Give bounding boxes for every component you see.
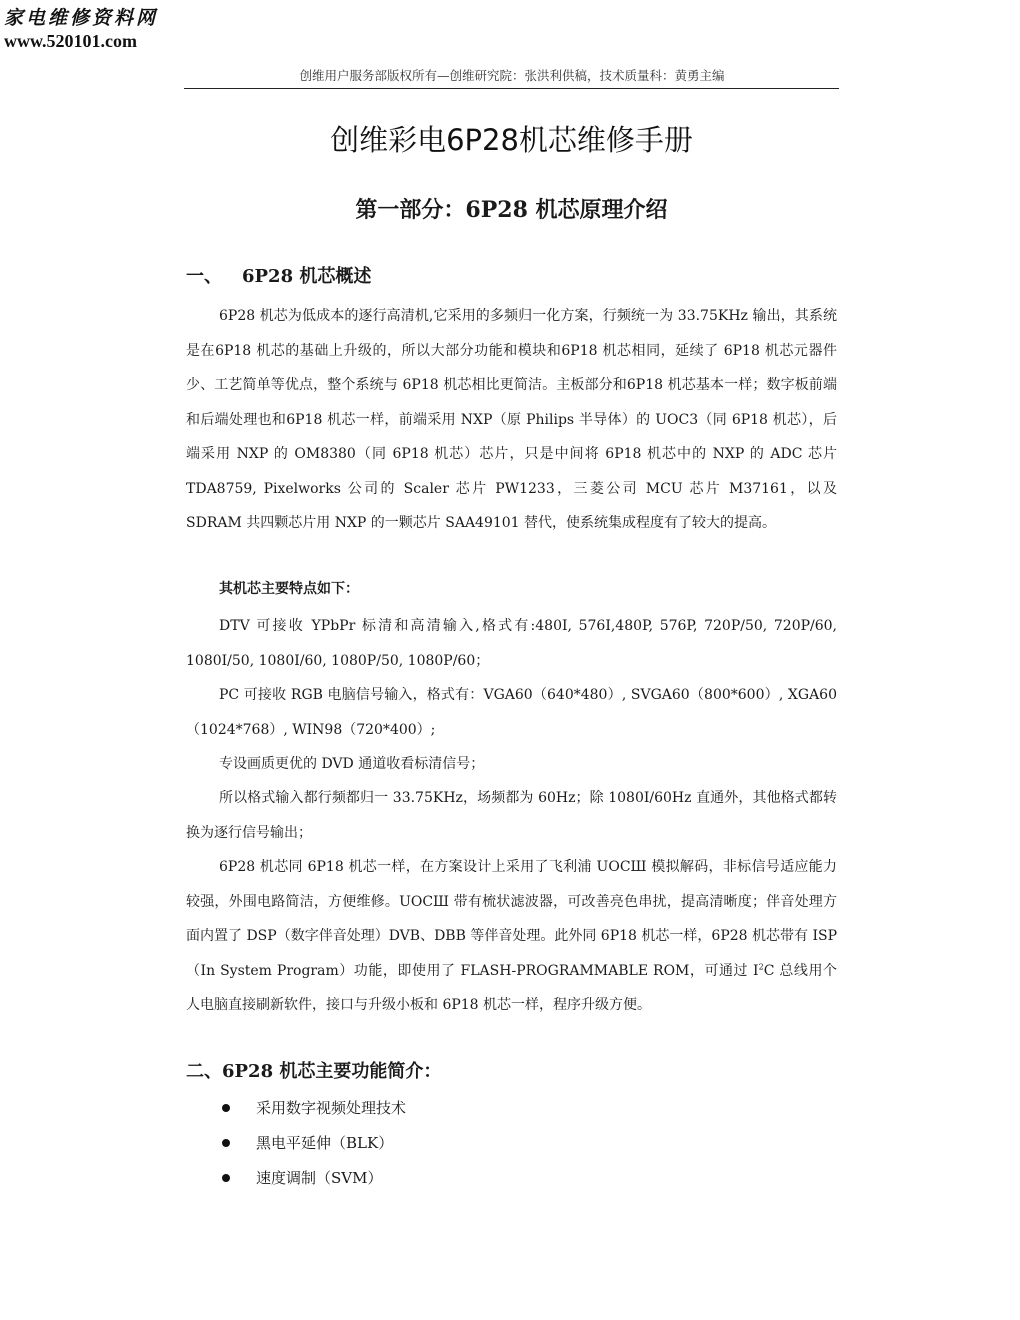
function-list — [218, 1095, 406, 1200]
feature-dtv: DTV 可接收 YPbPr 标清和高清输入,格式有:480I, 576I,480P, 576P, 720P/50, 720P/60, 1080I/50, 1080I/60, 1080P/50, 1080P/60； — [186, 618, 837, 669]
running-header: 创维用户服务部版权所有—创维研究院：张洪利供稿，技术质量科：黄勇主编 — [299, 68, 725, 83]
feature-dvd: 专设画质更优的 DVD 通道收看标清信号； — [219, 756, 485, 772]
section-2-number: 二、 — [186, 1061, 222, 1082]
feature-line-frequency: 所以格式输入都行频都归一 33.75KHz，场频都为 60Hz；除 1080I/60Hz 直通外，其他格式都转换为逐行信号输出； — [186, 790, 837, 841]
section-1-title: 6P28 机芯概述 — [242, 266, 372, 287]
header-rule — [184, 88, 839, 89]
list-item-label: 黑电平延伸（BLK） — [256, 1134, 394, 1152]
section-2-heading — [186, 1059, 441, 1085]
bullet-dot-icon — [222, 1139, 230, 1147]
features-heading: 其机芯主要特点如下： — [219, 581, 359, 597]
site-watermark — [4, 6, 158, 52]
closing-text-b: C 总线用个人电脑直接刷新软件，接口与升级小板和 6P18 机芯一样，程序升级方便。 — [186, 962, 837, 1013]
list-item-label: 速度调制（SVM） — [256, 1169, 383, 1187]
list-item — [218, 1165, 406, 1200]
document-title: 创维彩电6P28机芯维修手册 — [330, 123, 693, 157]
watermark-url: www.520101.com — [4, 31, 137, 51]
closing-paragraph — [186, 850, 837, 1023]
section-1-number: 一、 — [186, 266, 222, 287]
closing-superscript: 2 — [758, 961, 764, 971]
closing-text-a: 6P28 机芯同 6P18 机芯一样，在方案设计上采用了飞利浦 UOCШ 模拟解码，非标信号适应能力较强，外围电路简洁，方便维修。UOCШ 带有梳状滤波器，可改善亮色串扰，提高清晰度；伴音处理方面内置了 DSP（数字伴音处理）DVB、DBB 等伴音处理。此外同 6P18 机芯一样，6P28 机芯带有 ISP（In System Program）功能，即使用了 FLASH-PROGRAMMABLE ROM，可通过 I — [186, 859, 837, 979]
bullet-dot-icon — [222, 1104, 230, 1112]
list-item — [218, 1130, 406, 1165]
feature-pc: PC 可接收 RGB 电脑信号输入，格式有：VGA60（640*480）, SVGA60（800*600）, XGA60（1024*768）, WIN98（720*400）; — [186, 687, 837, 738]
section-1-heading — [186, 264, 371, 290]
list-item — [218, 1095, 406, 1130]
watermark-title: 家电维修资料网 — [4, 7, 159, 29]
overview-paragraph: 6P28 机芯为低成本的逐行高清机,它采用的多频归一化方案，行频统一为 33.75KHz 输出，其系统是在6P18 机芯的基础上升级的，所以大部分功能和模块和6P18 机芯相同，延续了 6P18 机芯元器件少、工艺简单等优点，整个系统与 6P18 机芯相比更简洁。主板部分和6P18 机芯基本一样；数字板前端和后端处理也和6P18 机芯一样，前端采用 NXP（原 Philips 半导体）的 UOC3（同 6P18 机芯），后端采用 NXP 的 OM8380（同 6P18 机芯）芯片，只是中间将 6P18 机芯中的 NXP 的 ADC 芯片 TDA8759, Pixelworks 公司的 Scaler 芯片 PW1233，三菱公司 MCU 芯片 M37161，以及 SDRAM 共四颗芯片用 NXP 的一颗芯片 SAA49101 替代，使系统集成程度有了较大的提高。 — [186, 308, 837, 531]
bullet-dot-icon — [222, 1174, 230, 1182]
list-item-label: 采用数字视频处理技术 — [256, 1099, 407, 1117]
section-2-title: 6P28 机芯主要功能简介： — [222, 1061, 442, 1082]
part-title: 第一部分：6P28 机芯原理介绍 — [355, 197, 668, 223]
